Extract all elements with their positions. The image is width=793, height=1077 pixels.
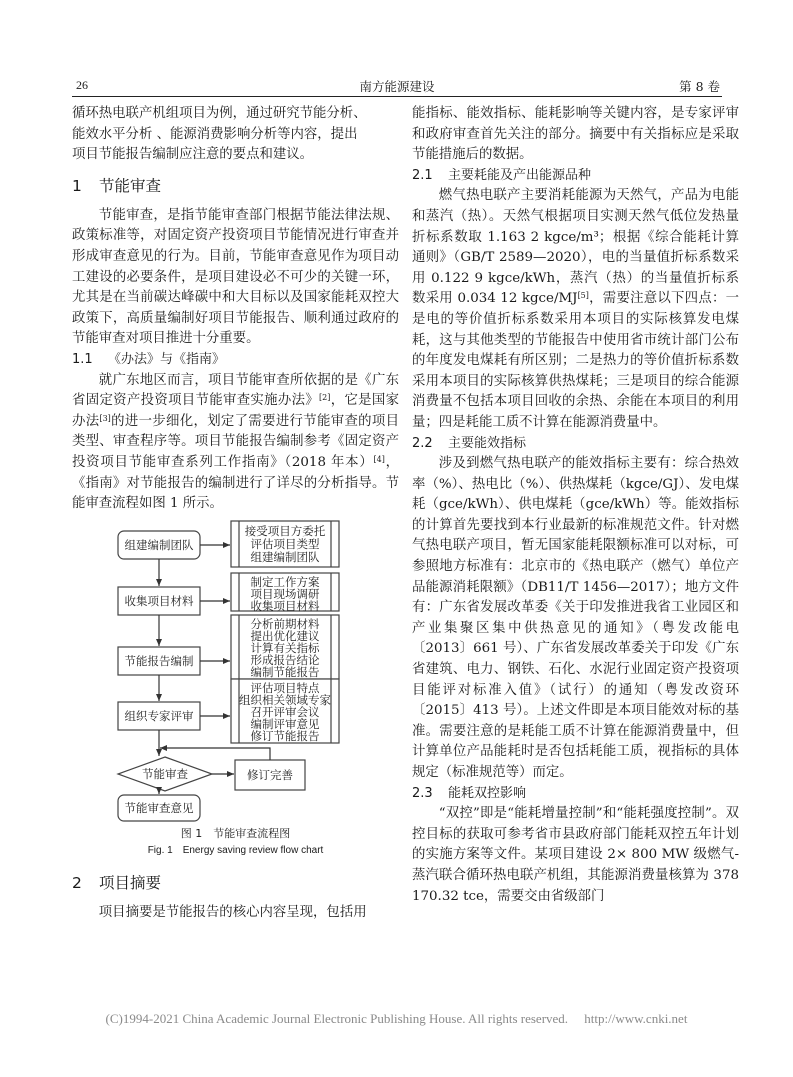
citation-ref[interactable]: [5] bbox=[577, 291, 589, 301]
journal-title: 南方能源建设 bbox=[359, 79, 435, 94]
section-heading-2-3 bbox=[412, 784, 739, 805]
side-box-4-line: 组织相关领域专家 bbox=[239, 692, 331, 707]
section-heading-2 bbox=[72, 863, 399, 903]
text: 燃气热电联产主要消耗能源为天然气，产品为电能和蒸汽（热）。天然气根据项目实测天然气低位发热量折标系数取 1.163 2 kgce/m³；根据《综合能耗计算通则》（GB/T 2589—2020），电的当量值折标系数采用 0.122 9 kgce/kWh，蒸汽（热）的当量值折标系数采用 0.034 12 kgce/MJ bbox=[412, 188, 739, 307]
section-title: 能耗双控影响 bbox=[448, 785, 527, 801]
citation-ref[interactable]: [3] bbox=[99, 413, 111, 423]
section1-paragraph: 节能审查，是指节能审查部门根据节能法律法规、政策标准等，对固定资产投资项目节能情况进行审查并形成审查意见的行为。目前，节能审查意见作为项目动工建设的必要条件，是项目建设必不可少的关键一环，尤其是在当前碳达峰碳中和大目标以及国家能耗双控大政策下，高质量编制好项目节能报告、顺利通过政府的节能审查对项目推进十分重要。 bbox=[72, 207, 399, 347]
section-number: 2.1 bbox=[412, 167, 433, 183]
copyright-footer: (C)1994-2021 China Academic Journal Electronic Publishing House. All rights reserved. http://www.cnki.net bbox=[105, 1011, 688, 1026]
text: 就广东地区而言，项目节能审查所依据的是《广东省固定资产投资项目节能审查实施办法》 bbox=[72, 372, 399, 409]
text: ，需要注意以下四点：一是电的等价值折标系数采用本项目的实际核算发电煤耗，这与其他类型的节能报告中使用省市统计部门公布的年度发电煤耗有所区别；二是热力的等价值折标系数采用本项目的实际核算供热煤耗；三是项目的综合能源消费量不包括本项目回收的余热、余能在本项目的利用量；四是耗能工质不计算在能源消费量中。 bbox=[412, 291, 740, 430]
side-box-4-line: 召开评审会议 bbox=[250, 704, 320, 719]
side-box-3-line: 形成报告结论 bbox=[250, 652, 320, 667]
section2-paragraph-start: 项目摘要是节能报告的核心内容呈现，包括用 bbox=[98, 904, 367, 920]
side-box-3-line: 计算有关指标 bbox=[250, 640, 320, 655]
section-heading-2-1 bbox=[412, 166, 739, 187]
section2-3-paragraph: “双控”即是“能耗增量控制”和“能耗强度控制”。双控目标的获取可参考省市县政府部门能耗双控五年计划的实施方案等文件。某项目建设 2× 800 MW 级燃气-蒸汽联合循环热电联产机组，其能源消费量核算为 378 170.32 tce，需要交由省级部门 bbox=[412, 806, 739, 904]
citation-ref[interactable]: [2] bbox=[319, 393, 331, 403]
section-title: 《办法》与《指南》 bbox=[108, 351, 226, 367]
side-box-4-line: 编制评审意见 bbox=[250, 716, 320, 731]
side-box-2-line: 收集项目材料 bbox=[250, 598, 320, 613]
section1-1-paragraph bbox=[72, 371, 399, 515]
right-column bbox=[412, 104, 739, 907]
step-build-team: 组建编制团队 bbox=[124, 537, 194, 552]
side-box-1-line: 接受项目方委托 bbox=[244, 523, 326, 538]
section2-1-paragraph bbox=[412, 186, 739, 433]
side-box-4-line: 修订节能报告 bbox=[250, 728, 320, 743]
side-box-2-line: 制定工作方案 bbox=[250, 574, 320, 589]
side-box-1-line: 评估项目类型 bbox=[250, 536, 320, 551]
text: ，它是国家办法 bbox=[72, 393, 400, 429]
section-title: 项目摘要 bbox=[99, 873, 162, 892]
section-number: 2.3 bbox=[412, 785, 433, 801]
intro-line: 能效水平分析 、能源消费影响分析等内容，提出 bbox=[72, 126, 358, 142]
intro-line: 循环热电联产机组项目为例，通过研究节能分析、 bbox=[72, 106, 367, 121]
section-number: 1 bbox=[72, 176, 82, 195]
text: 的进一步细化，划定了需要进行节能审查的项目类型、审查程序等。项目节能报告编制参考《固定资产投资项目节能审查系列工作指南》（2018 年本） bbox=[72, 413, 400, 470]
side-box-2-line: 项目现场调研 bbox=[250, 586, 320, 601]
step-collect-materials: 收集项目材料 bbox=[124, 593, 194, 608]
text: ，《指南》对节能报告的编制进行了详尽的分析指导。节能审查流程如图 1 所示。 bbox=[72, 454, 400, 512]
section-heading-2-2 bbox=[412, 434, 739, 455]
section-number: 2.2 bbox=[412, 435, 433, 451]
section-number: 2 bbox=[72, 873, 82, 892]
step-review-opinion: 节能审查意见 bbox=[124, 800, 194, 815]
step-compile-report: 节能报告编制 bbox=[124, 653, 194, 668]
step-expert-review: 组织专家评审 bbox=[124, 708, 194, 723]
side-box-4-line: 评估项目特点 bbox=[250, 680, 320, 695]
volume-label: 第 8 卷 bbox=[679, 79, 720, 94]
intro-line: 项目节能报告编制应注意的要点和建议。 bbox=[72, 147, 314, 163]
side-box-1-line: 组建编制团队 bbox=[250, 549, 320, 564]
section-heading-1 bbox=[72, 166, 399, 206]
side-box-3-line: 提出优化建议 bbox=[250, 628, 320, 643]
section2-continuation: 能指标、能效指标、能耗影响等关键内容，是专家评审和政府审查首先关注的部分。摘要中有关指标应是采取节能措施后的数据。 bbox=[412, 106, 739, 163]
citation-ref[interactable]: [4] bbox=[373, 454, 385, 464]
figure-caption-en: Fig. 1 Energy saving review flow chart bbox=[147, 844, 324, 856]
page-number: 26 bbox=[76, 78, 88, 92]
flowchart-figure bbox=[72, 515, 399, 825]
flowchart-diagram bbox=[72, 515, 399, 825]
section-number: 1.1 bbox=[72, 351, 93, 367]
section-heading-1-1 bbox=[72, 350, 399, 371]
figure-caption-cn: 图 1 节能审查流程图 bbox=[180, 826, 291, 840]
left-column bbox=[72, 104, 399, 923]
running-header bbox=[72, 76, 722, 97]
side-box-3-line: 编制节能报告 bbox=[250, 664, 320, 679]
section2-2-paragraph: 涉及到燃气热电联产的能效指标主要有：综合热效率（%）、热电比（%）、供热煤耗（kgce/GJ）、发电煤耗（gce/kWh）、供电煤耗（gce/kWh）等。能效指标的计算首先要找到本行业最新的标准规范文件。针对燃气热电联产项目，暂无国家能耗限额标准可以对标，可参照地方标准有：北京市的《热电联产（燃气）单位产品能源消耗限额》（DB11/T 1456—2017）；地方文件有：广东省发展改革委《关于印发推进我省工业园区和产业集聚区集中供热意见的通知》（粤发改能电〔2013〕661 号）、广东省发展改革委关于印发《广东省建筑、电力、钢铁、石化、水泥行业固定资产投资项目能评对标准入值》（试行）的通知（粤发改资环〔2015〕413 号）。上述文件即是本项目能效对标的基准。需要注意的是耗能工质不计算在能源消费量中，但计算单位产品能耗时是否包括耗能工质，视指标的具体规定（标准规范等）而定。 bbox=[412, 456, 739, 780]
section-title: 节能审查 bbox=[99, 176, 162, 195]
section-title: 主要耗能及产出能源品种 bbox=[448, 167, 592, 183]
side-box-3-line: 分析前期材料 bbox=[250, 616, 320, 631]
section-title: 主要能效指标 bbox=[448, 435, 527, 451]
decision-energy-review: 节能审查 bbox=[142, 766, 188, 781]
step-revise: 修订完善 bbox=[247, 767, 293, 782]
